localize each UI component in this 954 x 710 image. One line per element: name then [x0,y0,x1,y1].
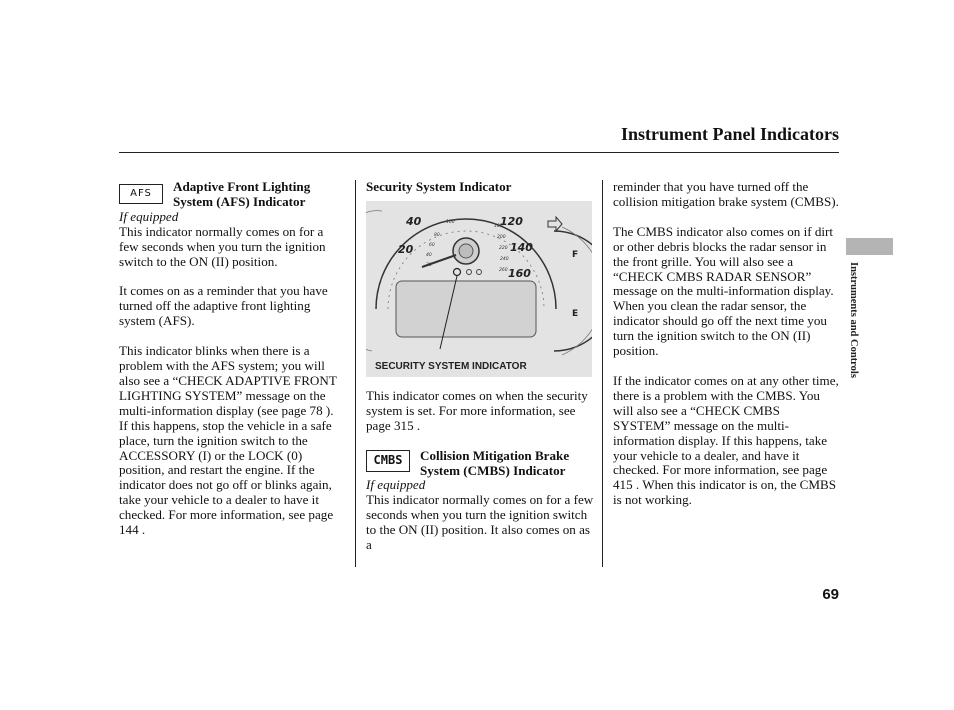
security-heading: Security System Indicator [366,179,512,194]
column-divider-1 [355,180,356,567]
cmbs-paragraph-2: reminder that you have turned off the collision mitigation brake system (CMBS). [613,179,839,209]
svg-text:40: 40 [426,252,432,258]
section-tab-marker [846,238,893,255]
svg-text:220: 220 [499,245,508,251]
cmbs-paragraph-4: If the indicator comes on at any other time, there is a problem with the CMBS. You will also see a “CHECK CMBS SYSTEM” message on the multi-information display. If this happens, take your vehicle to a dealer, and have it checked. For more information, see page 415 . When this indicator is on, the CMBS is not working. [613,372,839,508]
gauge-label-140: 140 [510,240,533,254]
gauge-label-120: 120 [500,214,523,228]
page-title: Instrument Panel Indicators [620,124,839,144]
security-paragraph: This indicator comes on when the security system is set. For more information, see page 315 . [366,387,588,433]
column-cmbs-continued [613,180,839,523]
afs-indicator-icon: AFS [119,184,163,204]
svg-text:180: 180 [494,223,503,229]
cmbs-paragraph-3: The CMBS indicator also comes on if dirt or other debris blocks the radar sensor in the front grille. You will also see a “CHECK CMBS RADAR SENSOR” message on the multi-information display. When you clean the radar sensor, the indicator should go off the next time you turn the ignition switch to the ON (II) position. [613,223,834,359]
gauge-label-160: 160 [508,266,531,280]
cmbs-if-equipped: If equipped [366,477,426,493]
fuel-label-full: F [572,249,579,260]
fuel-label-empty: E [572,308,579,319]
afs-header [119,180,345,210]
gauge-label-40: 40 [406,214,422,228]
page-number: 69 [822,586,839,603]
afs-heading: Adaptive Front Lighting System (AFS) Indicator [173,179,311,209]
svg-text:200: 200 [497,234,506,240]
svg-text:80: 80 [434,232,440,238]
cmbs-heading: Collision Mitigation Brake System (CMBS) Indicator [420,447,570,478]
column-afs [119,180,345,553]
afs-paragraph-2: It comes on as a reminder that you have turned off the adaptive front lighting system (AFS). [119,283,328,329]
column-divider-2 [602,180,603,567]
svg-text:20: 20 [426,262,432,268]
cmbs-header [366,449,594,479]
cmbs-indicator-icon: CMBS [366,450,410,472]
figure-caption: SECURITY SYSTEM INDICATOR [375,360,527,372]
section-tab-label: Instruments and Controls [848,262,859,378]
column-security [366,180,594,568]
afs-paragraph-3: This indicator blinks when there is a problem with the AFS system; you will also see a “CHECK ADAPTIVE FRONT LIGHTING SYSTEM” message on the multi-information display (see page 78 ). If this happens, stop the vehicle in a safe place, turn the ignition switch to the ACCESSORY (I) or the LOCK (0) position, and restart the engine. If the indicator does not go off or blinks again, take your vehicle to a dealer to have it checked. For more information, see page 144 . [119,343,337,538]
afs-paragraph-1: This indicator normally comes on for a few seconds when you turn the ignition switch to the ON (II) position. [119,223,326,269]
cmbs-paragraph-start: This indicator normally comes on for a few seconds when you turn the ignition switch to the ON (II) position. It also comes on as a [366,492,594,553]
afs-if-equipped: If equipped [119,208,179,224]
instrument-cluster-figure [366,201,592,377]
svg-text:100: 100 [446,219,455,225]
title-rule [119,152,839,153]
svg-text:60: 60 [429,242,435,248]
svg-text:260: 260 [499,267,508,273]
svg-text:240: 240 [500,256,509,262]
gauge-label-20: 20 [398,242,414,256]
